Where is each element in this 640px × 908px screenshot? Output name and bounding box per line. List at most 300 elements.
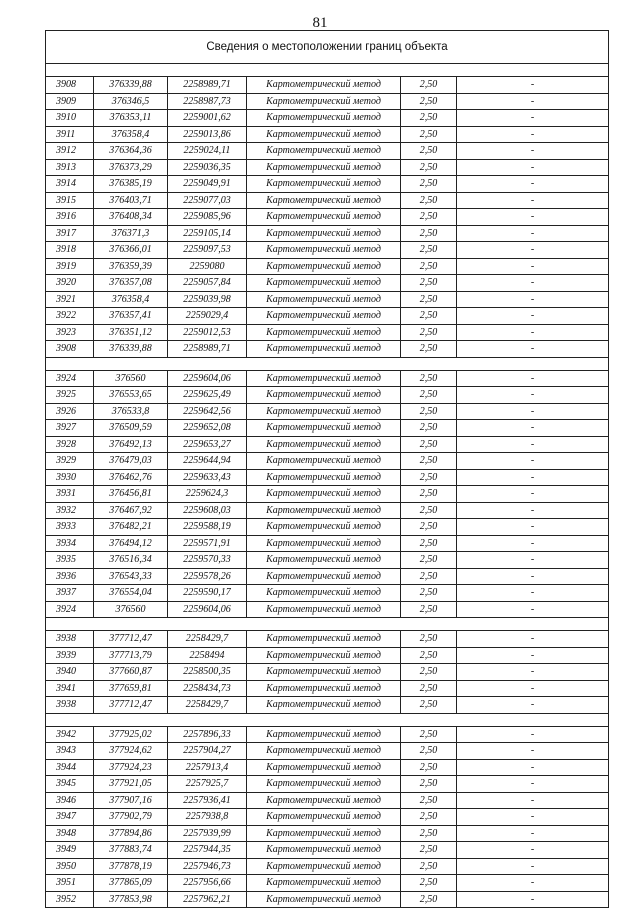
x-coordinate-cell: 377902,79: [94, 809, 168, 825]
table-row: [46, 875, 608, 892]
x-coordinate-cell: 377712,47: [94, 631, 168, 647]
y-coordinate-cell: 2257962,21: [168, 892, 247, 908]
accuracy-cell: 2,50: [401, 176, 457, 192]
group-separator-row: [46, 714, 608, 727]
table-row: [46, 77, 608, 94]
x-coordinate-cell: 376359,39: [94, 259, 168, 275]
x-coordinate-cell: 377878,19: [94, 859, 168, 875]
point-number-cell: 3938: [46, 697, 94, 713]
description-cell: -: [530, 211, 535, 222]
point-number-cell: 3932: [46, 503, 94, 519]
accuracy-cell: 2,50: [401, 859, 457, 875]
description-cell: -: [530, 326, 535, 338]
method-cell: Картометрический метод: [247, 743, 401, 759]
table-row: [46, 486, 608, 503]
description-cell: -: [530, 488, 535, 499]
accuracy-cell: 2,50: [401, 325, 457, 341]
method-cell: Картометрический метод: [247, 585, 401, 601]
table-row: [46, 387, 608, 404]
method-cell: Картометрический метод: [247, 325, 401, 341]
accuracy-cell: 2,50: [401, 226, 457, 242]
description-cell: -: [530, 194, 535, 206]
accuracy-cell: 2,50: [401, 387, 457, 403]
x-coordinate-cell: 376358,4: [94, 292, 168, 308]
x-coordinate-cell: 377883,74: [94, 842, 168, 858]
accuracy-cell: 2,50: [401, 127, 457, 143]
table-row: [46, 110, 608, 127]
accuracy-cell: 2,50: [401, 77, 457, 93]
method-cell: Картометрический метод: [247, 681, 401, 697]
accuracy-cell: 2,50: [401, 552, 457, 568]
point-number-cell: 3913: [46, 160, 94, 176]
description-cell: -: [530, 794, 535, 806]
table-row: [46, 760, 608, 777]
y-coordinate-cell: 2259024,11: [168, 143, 247, 159]
method-cell: Картометрический метод: [247, 275, 401, 291]
table-row: [46, 776, 608, 793]
accuracy-cell: 2,50: [401, 648, 457, 664]
method-cell: Картометрический метод: [247, 437, 401, 453]
point-number-cell: 3930: [46, 470, 94, 486]
point-number-cell: 3923: [46, 325, 94, 341]
description-cell: -: [530, 343, 535, 354]
x-coordinate-cell: 376339,88: [94, 341, 168, 357]
x-coordinate-cell: 376364,36: [94, 143, 168, 159]
y-coordinate-cell: 2259570,33: [168, 552, 247, 568]
y-coordinate-cell: 2259012,53: [168, 325, 247, 341]
table-row: [46, 602, 608, 619]
accuracy-cell: 2,50: [401, 585, 457, 601]
y-coordinate-cell: 2259653,27: [168, 437, 247, 453]
accuracy-cell: 2,50: [401, 760, 457, 776]
y-coordinate-cell: 2257946,73: [168, 859, 247, 875]
y-coordinate-cell: 2259049,91: [168, 176, 247, 192]
table-row: [46, 697, 608, 714]
x-coordinate-cell: 377894,86: [94, 826, 168, 842]
accuracy-cell: 2,50: [401, 259, 457, 275]
x-coordinate-cell: 377713,79: [94, 648, 168, 664]
table-row: [46, 552, 608, 569]
y-coordinate-cell: 2259085,96: [168, 209, 247, 225]
accuracy-cell: 2,50: [401, 569, 457, 585]
accuracy-cell: 2,50: [401, 842, 457, 858]
description-cell: -: [530, 521, 535, 532]
x-coordinate-cell: 376553,65: [94, 387, 168, 403]
point-number-cell: 3916: [46, 209, 94, 225]
table-row: [46, 308, 608, 325]
x-coordinate-cell: 376403,71: [94, 193, 168, 209]
y-coordinate-cell: 2259013,86: [168, 127, 247, 143]
method-cell: Картометрический метод: [247, 875, 401, 891]
description-cell: -: [530, 603, 535, 615]
table-row: [46, 536, 608, 553]
table-row: [46, 404, 608, 421]
x-coordinate-cell: 376479,03: [94, 453, 168, 469]
x-coordinate-cell: 377907,16: [94, 793, 168, 809]
method-cell: Картометрический метод: [247, 420, 401, 436]
accuracy-cell: 2,50: [401, 470, 457, 486]
method-cell: Картометрический метод: [247, 242, 401, 258]
method-cell: Картометрический метод: [247, 569, 401, 585]
x-coordinate-cell: 376492,13: [94, 437, 168, 453]
table-row: [46, 809, 608, 826]
accuracy-cell: 2,50: [401, 453, 457, 469]
table-row: [46, 793, 608, 810]
method-cell: Картометрический метод: [247, 387, 401, 403]
x-coordinate-cell: 376339,88: [94, 77, 168, 93]
accuracy-cell: 2,50: [401, 209, 457, 225]
description-cell: -: [530, 227, 535, 239]
table-row: [46, 470, 608, 487]
table-row: [46, 242, 608, 259]
x-coordinate-cell: 376462,76: [94, 470, 168, 486]
method-cell: Картометрический метод: [247, 226, 401, 242]
point-number-cell: 3927: [46, 420, 94, 436]
description-cell: -: [530, 877, 535, 888]
x-coordinate-cell: 376560: [94, 602, 168, 618]
description-cell: -: [530, 128, 535, 140]
description-cell: -: [530, 293, 535, 305]
x-coordinate-cell: 377921,05: [94, 776, 168, 792]
table-row: [46, 727, 608, 744]
y-coordinate-cell: 2259039,98: [168, 292, 247, 308]
y-coordinate-cell: 2259624,3: [168, 486, 247, 502]
method-cell: Картометрический метод: [247, 308, 401, 324]
method-cell: Картометрический метод: [247, 859, 401, 875]
point-number-cell: 3938: [46, 631, 94, 647]
x-coordinate-cell: 376371,3: [94, 226, 168, 242]
description-cell: -: [530, 666, 535, 677]
accuracy-cell: 2,50: [401, 602, 457, 618]
y-coordinate-cell: 2259642,56: [168, 404, 247, 420]
accuracy-cell: 2,50: [401, 292, 457, 308]
y-coordinate-cell: 2259588,19: [168, 519, 247, 535]
x-coordinate-cell: 376516,34: [94, 552, 168, 568]
table-row: [46, 842, 608, 859]
description-cell: -: [530, 161, 535, 173]
table-row: [46, 585, 608, 602]
y-coordinate-cell: 2259080: [168, 259, 247, 275]
description-cell: -: [530, 554, 535, 565]
method-cell: Картометрический метод: [247, 77, 401, 93]
x-coordinate-cell: 377660,87: [94, 664, 168, 680]
y-coordinate-cell: 2257913,4: [168, 760, 247, 776]
point-number-cell: 3951: [46, 875, 94, 891]
point-number-cell: 3921: [46, 292, 94, 308]
point-number-cell: 3925: [46, 387, 94, 403]
point-number-cell: 3942: [46, 727, 94, 743]
y-coordinate-cell: 2258434,73: [168, 681, 247, 697]
accuracy-cell: 2,50: [401, 110, 457, 126]
x-coordinate-cell: 377853,98: [94, 892, 168, 908]
table-row: [46, 193, 608, 210]
point-number-cell: 3939: [46, 648, 94, 664]
point-number-cell: 3908: [46, 77, 94, 93]
accuracy-cell: 2,50: [401, 94, 457, 110]
description-cell: -: [530, 633, 535, 644]
accuracy-cell: 2,50: [401, 308, 457, 324]
method-cell: Картометрический метод: [247, 404, 401, 420]
x-coordinate-cell: 377659,81: [94, 681, 168, 697]
point-number-cell: 3943: [46, 743, 94, 759]
y-coordinate-cell: 2258429,7: [168, 631, 247, 647]
y-coordinate-cell: 2259604,06: [168, 371, 247, 387]
point-number-cell: 3917: [46, 226, 94, 242]
x-coordinate-cell: 376533,8: [94, 404, 168, 420]
method-cell: Картометрический метод: [247, 809, 401, 825]
table-row: [46, 226, 608, 243]
description-cell: -: [530, 277, 535, 288]
accuracy-cell: 2,50: [401, 809, 457, 825]
y-coordinate-cell: 2259608,03: [168, 503, 247, 519]
description-cell: -: [530, 728, 535, 740]
method-cell: Картометрический метод: [247, 453, 401, 469]
y-coordinate-cell: 2259057,84: [168, 275, 247, 291]
table-body: [46, 64, 608, 907]
point-number-cell: 3908: [46, 341, 94, 357]
table-row: [46, 259, 608, 276]
point-number-cell: 3933: [46, 519, 94, 535]
y-coordinate-cell: 2259036,35: [168, 160, 247, 176]
description-cell: -: [530, 699, 535, 710]
point-number-cell: 3952: [46, 892, 94, 908]
description-cell: -: [530, 761, 535, 773]
y-coordinate-cell: 2257896,33: [168, 727, 247, 743]
method-cell: Картометрический метод: [247, 697, 401, 713]
point-number-cell: 3935: [46, 552, 94, 568]
table-row: [46, 275, 608, 292]
point-number-cell: 3912: [46, 143, 94, 159]
y-coordinate-cell: 2258987,73: [168, 94, 247, 110]
x-coordinate-cell: 377924,23: [94, 760, 168, 776]
accuracy-cell: 2,50: [401, 681, 457, 697]
x-coordinate-cell: 376482,21: [94, 519, 168, 535]
point-number-cell: 3940: [46, 664, 94, 680]
description-cell: -: [530, 389, 535, 400]
x-coordinate-cell: 376357,08: [94, 275, 168, 291]
page-number: 81: [312, 15, 328, 31]
x-coordinate-cell: 376467,92: [94, 503, 168, 519]
x-coordinate-cell: 376543,33: [94, 569, 168, 585]
x-coordinate-cell: 376353,11: [94, 110, 168, 126]
accuracy-cell: 2,50: [401, 519, 457, 535]
method-cell: Картометрический метод: [247, 371, 401, 387]
x-coordinate-cell: 376554,04: [94, 585, 168, 601]
accuracy-cell: 2,50: [401, 727, 457, 743]
x-coordinate-cell: 376408,34: [94, 209, 168, 225]
group-separator-row: [46, 64, 608, 77]
point-number-cell: 3931: [46, 486, 94, 502]
method-cell: Картометрический метод: [247, 536, 401, 552]
x-coordinate-cell: 376456,81: [94, 486, 168, 502]
description-cell: -: [530, 145, 535, 156]
method-cell: Картометрический метод: [247, 292, 401, 308]
y-coordinate-cell: 2258500,35: [168, 664, 247, 680]
accuracy-cell: 2,50: [401, 793, 457, 809]
table-row: [46, 127, 608, 144]
method-cell: Картометрический метод: [247, 842, 401, 858]
method-cell: Картометрический метод: [247, 209, 401, 225]
description-cell: -: [530, 844, 535, 855]
y-coordinate-cell: 2259625,49: [168, 387, 247, 403]
description-cell: -: [530, 537, 535, 549]
table-row: [46, 160, 608, 177]
table-row: [46, 420, 608, 437]
point-number-cell: 3918: [46, 242, 94, 258]
description-cell: -: [530, 649, 535, 661]
table-row: [46, 859, 608, 876]
accuracy-cell: 2,50: [401, 743, 457, 759]
accuracy-cell: 2,50: [401, 420, 457, 436]
y-coordinate-cell: 2257925,7: [168, 776, 247, 792]
accuracy-cell: 2,50: [401, 892, 457, 908]
table-row: [46, 519, 608, 536]
x-coordinate-cell: 377924,62: [94, 743, 168, 759]
table-row: [46, 176, 608, 193]
accuracy-cell: 2,50: [401, 193, 457, 209]
x-coordinate-cell: 376494,12: [94, 536, 168, 552]
description-cell: -: [530, 504, 535, 516]
accuracy-cell: 2,50: [401, 404, 457, 420]
method-cell: Картометрический метод: [247, 793, 401, 809]
method-cell: Картометрический метод: [247, 664, 401, 680]
x-coordinate-cell: 376358,4: [94, 127, 168, 143]
y-coordinate-cell: 2259652,08: [168, 420, 247, 436]
method-cell: Картометрический метод: [247, 602, 401, 618]
description-cell: -: [530, 860, 535, 872]
method-cell: Картометрический метод: [247, 727, 401, 743]
method-cell: Картометрический метод: [247, 503, 401, 519]
y-coordinate-cell: 2259578,26: [168, 569, 247, 585]
y-coordinate-cell: 2258494: [168, 648, 247, 664]
accuracy-cell: 2,50: [401, 826, 457, 842]
x-coordinate-cell: 376373,29: [94, 160, 168, 176]
point-number-cell: 3934: [46, 536, 94, 552]
method-cell: Картометрический метод: [247, 143, 401, 159]
x-coordinate-cell: 376366,01: [94, 242, 168, 258]
x-coordinate-cell: 376346,5: [94, 94, 168, 110]
method-cell: Картометрический метод: [247, 826, 401, 842]
x-coordinate-cell: 376385,19: [94, 176, 168, 192]
accuracy-cell: 2,50: [401, 536, 457, 552]
description-cell: -: [530, 178, 535, 189]
point-number-cell: 3941: [46, 681, 94, 697]
y-coordinate-cell: 2259097,53: [168, 242, 247, 258]
method-cell: Картометрический метод: [247, 486, 401, 502]
group-separator-row: [46, 358, 608, 371]
accuracy-cell: 2,50: [401, 160, 457, 176]
description-cell: -: [530, 778, 535, 789]
y-coordinate-cell: 2259105,14: [168, 226, 247, 242]
point-number-cell: 3949: [46, 842, 94, 858]
y-coordinate-cell: 2259644,94: [168, 453, 247, 469]
point-number-cell: 3937: [46, 585, 94, 601]
accuracy-cell: 2,50: [401, 437, 457, 453]
description-cell: -: [530, 260, 535, 272]
description-cell: -: [530, 112, 535, 123]
table-row: [46, 292, 608, 309]
point-number-cell: 3914: [46, 176, 94, 192]
method-cell: Картометрический метод: [247, 127, 401, 143]
y-coordinate-cell: 2257936,41: [168, 793, 247, 809]
y-coordinate-cell: 2259633,43: [168, 470, 247, 486]
method-cell: Картометрический метод: [247, 110, 401, 126]
point-number-cell: 3915: [46, 193, 94, 209]
method-cell: Картометрический метод: [247, 519, 401, 535]
y-coordinate-cell: 2257904,27: [168, 743, 247, 759]
x-coordinate-cell: 377712,47: [94, 697, 168, 713]
y-coordinate-cell: 2259604,06: [168, 602, 247, 618]
accuracy-cell: 2,50: [401, 503, 457, 519]
method-cell: Картометрический метод: [247, 631, 401, 647]
point-number-cell: 3947: [46, 809, 94, 825]
point-number-cell: 3910: [46, 110, 94, 126]
point-number-cell: 3926: [46, 404, 94, 420]
x-coordinate-cell: 376351,12: [94, 325, 168, 341]
accuracy-cell: 2,50: [401, 776, 457, 792]
description-cell: -: [530, 455, 535, 466]
y-coordinate-cell: 2257956,66: [168, 875, 247, 891]
y-coordinate-cell: 2259001,62: [168, 110, 247, 126]
method-cell: Картометрический метод: [247, 193, 401, 209]
table-row: [46, 437, 608, 454]
table-row: [46, 341, 608, 358]
table-title: Сведения о местоположении границ объекта: [46, 31, 608, 64]
method-cell: Картометрический метод: [247, 648, 401, 664]
x-coordinate-cell: 376509,59: [94, 420, 168, 436]
point-number-cell: 3950: [46, 859, 94, 875]
point-number-cell: 3929: [46, 453, 94, 469]
y-coordinate-cell: 2257944,35: [168, 842, 247, 858]
accuracy-cell: 2,50: [401, 697, 457, 713]
point-number-cell: 3948: [46, 826, 94, 842]
point-number-cell: 3924: [46, 602, 94, 618]
point-number-cell: 3911: [46, 127, 94, 143]
method-cell: Картометрический метод: [247, 160, 401, 176]
method-cell: Картометрический метод: [247, 892, 401, 908]
group-separator-row: [46, 618, 608, 631]
method-cell: Картометрический метод: [247, 259, 401, 275]
description-cell: -: [530, 405, 535, 417]
method-cell: Картометрический метод: [247, 176, 401, 192]
y-coordinate-cell: 2259077,03: [168, 193, 247, 209]
y-coordinate-cell: 2259590,17: [168, 585, 247, 601]
table-row: [46, 743, 608, 760]
boundary-table: [45, 30, 609, 908]
table-row: [46, 453, 608, 470]
method-cell: Картометрический метод: [247, 341, 401, 357]
description-cell: -: [530, 570, 535, 582]
accuracy-cell: 2,50: [401, 242, 457, 258]
point-number-cell: 3945: [46, 776, 94, 792]
description-cell: -: [530, 471, 535, 483]
table-row: [46, 209, 608, 226]
table-row: [46, 648, 608, 665]
description-cell: -: [530, 438, 535, 450]
method-cell: Картометрический метод: [247, 760, 401, 776]
point-number-cell: 3919: [46, 259, 94, 275]
table-row: [46, 143, 608, 160]
point-number-cell: 3944: [46, 760, 94, 776]
description-cell: -: [530, 827, 535, 839]
description-cell: -: [530, 372, 535, 384]
description-cell: -: [530, 811, 535, 822]
accuracy-cell: 2,50: [401, 875, 457, 891]
table-row: [46, 94, 608, 111]
point-number-cell: 3909: [46, 94, 94, 110]
table-row: [46, 569, 608, 586]
point-number-cell: 3920: [46, 275, 94, 291]
